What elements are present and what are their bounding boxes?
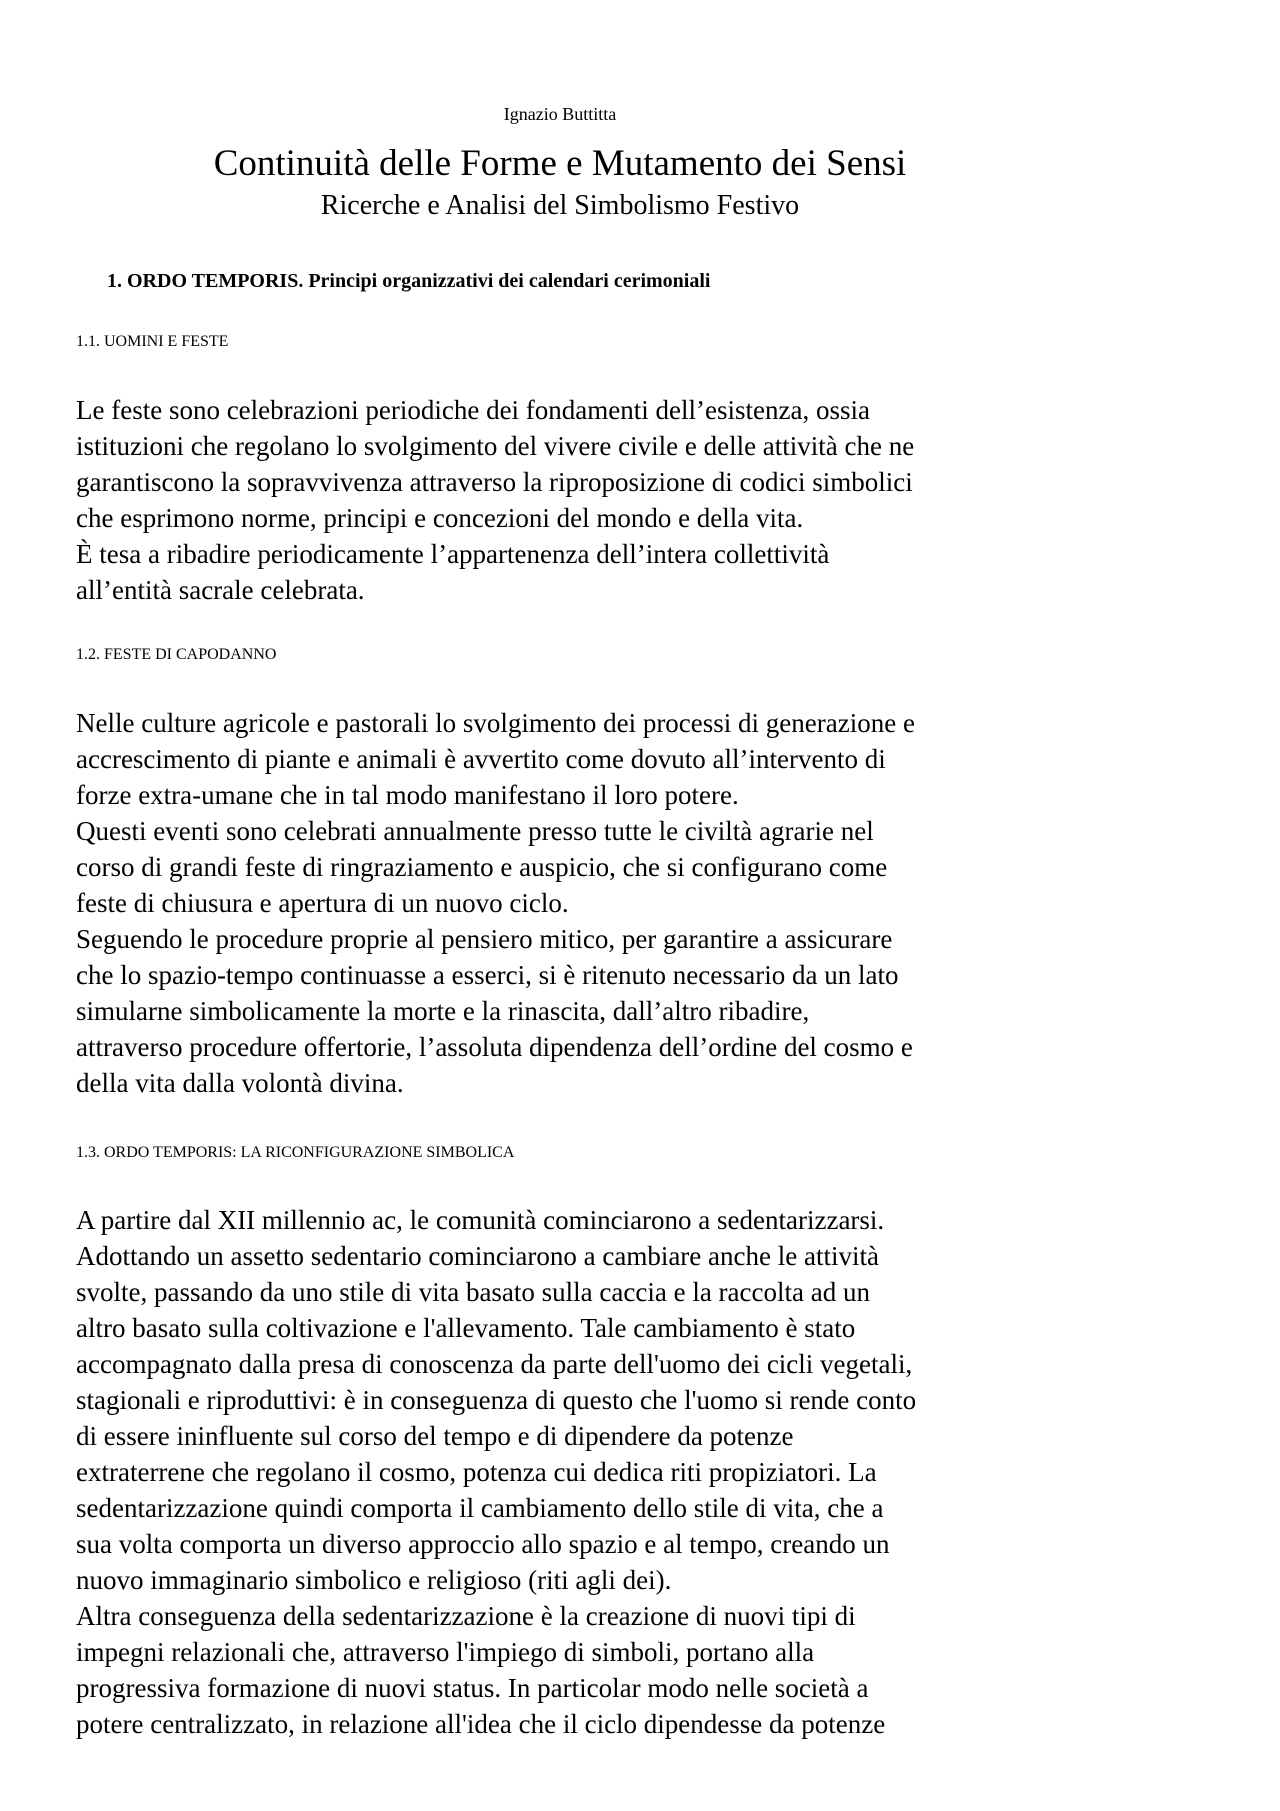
document-title: Continuità delle Forme e Mutamento dei Sensi [213,143,907,184]
paragraph-line: simularne simbolicamente la morte e la rinascita, dall’altro ribadire, [76,996,810,1026]
section-paragraph-uomini-e-feste [76,392,1076,608]
section-heading-feste-di-capodanno: 1.2. FESTE DI CAPODANNO [76,646,277,663]
paragraph-line: Le feste sono celebrazioni periodiche dei fondamenti dell’esistenza, ossia [76,395,870,425]
paragraph-line: impegni relazionali che, attraverso l'impiego di simboli, portano alla [76,1637,815,1667]
paragraph-line: all’entità sacrale celebrata. [76,575,365,605]
paragraph-line: svolte, passando da uno stile di vita basato sulla caccia e la raccolta ad un [76,1277,870,1307]
paragraph-line: sua volta comporta un diverso approccio allo spazio e al tempo, creando un [76,1529,890,1559]
paragraph-line: attraverso procedure offertorie, l’assoluta dipendenza dell’ordine del cosmo e [76,1032,913,1062]
paragraph-line: di essere ininfluente sul corso del tempo e di dipendere da potenze [76,1421,794,1451]
document-subtitle: Ricerche e Analisi del Simbolismo Festivo [320,190,800,221]
section-heading-uomini-e-feste: 1.1. UOMINI E FESTE [76,333,229,350]
paragraph-line: corso di grandi feste di ringraziamento e auspicio, che si configurano come [76,852,888,882]
paragraph-line: potere centralizzato, in relazione all'idea che il ciclo dipendesse da potenze [76,1709,886,1739]
paragraph-line: feste di chiusura e apertura di un nuovo ciclo. [76,888,569,918]
paragraph-line: sedentarizzazione quindi comporta il cambiamento dello stile di vita, che a [76,1493,884,1523]
paragraph-line: È tesa a ribadire periodicamente l’appartenenza dell’intera collettività [76,539,830,569]
section-paragraph-feste-di-capodanno [76,705,1076,1101]
paragraph-line: nuovo immaginario simbolico e religioso (riti agli dei). [76,1565,672,1595]
paragraph-line: Seguendo le procedure proprie al pensiero mitico, per garantire a assicurare [76,924,893,954]
paragraph-line: extraterrene che regolano il cosmo, potenza cui dedica riti propiziatori. La [76,1457,877,1487]
paragraph-line: A partire dal XII millennio ac, le comunità cominciarono a sedentarizzarsi. [76,1205,885,1235]
author-name: Ignazio Buttitta [503,104,617,124]
paragraph-line: accompagnato dalla presa di conoscenza da parte dell'uomo dei cicli vegetali, [76,1349,913,1379]
section-paragraph-ordo-temporis [76,1202,1076,1742]
paragraph-line: Altra conseguenza della sedentarizzazione è la creazione di nuovi tipi di [76,1601,856,1631]
paragraph-line: stagionali e riproduttivi: è in conseguenza di questo che l'uomo si rende conto [76,1385,917,1415]
paragraph-line: istituzioni che regolano lo svolgimento del vivere civile e delle attività che ne [76,431,915,461]
paragraph-line: che esprimono norme, principi e concezioni del mondo e della vita. [76,503,804,533]
paragraph-line: Nelle culture agricole e pastorali lo svolgimento dei processi di generazione e [76,708,915,738]
paragraph-line: progressiva formazione di nuovi status. In particolar modo nelle società a [76,1673,869,1703]
chapter-heading: 1. ORDO TEMPORIS. Principi organizzativi dei calendari cerimoniali [107,270,711,292]
paragraph-line: accrescimento di piante e animali è avvertito come dovuto all’intervento di [76,744,886,774]
paragraph-line: forze extra-umane che in tal modo manifestano il loro potere. [76,780,739,810]
paragraph-line: garantiscono la sopravvivenza attraverso la riproposizione di codici simbolici [76,467,913,497]
paragraph-line: Questi eventi sono celebrati annualmente presso tutte le civiltà agrarie nel [76,816,874,846]
paragraph-line: altro basato sulla coltivazione e l'allevamento. Tale cambiamento è stato [76,1313,856,1343]
paragraph-line: che lo spazio-tempo continuasse a esserci, si è ritenuto necessario da un lato [76,960,899,990]
paragraph-line: della vita dalla volontà divina. [76,1068,404,1098]
paragraph-line: Adottando un assetto sedentario cominciarono a cambiare anche le attività [76,1241,879,1271]
section-heading-ordo-temporis: 1.3. ORDO TEMPORIS: LA RICONFIGURAZIONE SIMBOLICA [76,1144,515,1161]
